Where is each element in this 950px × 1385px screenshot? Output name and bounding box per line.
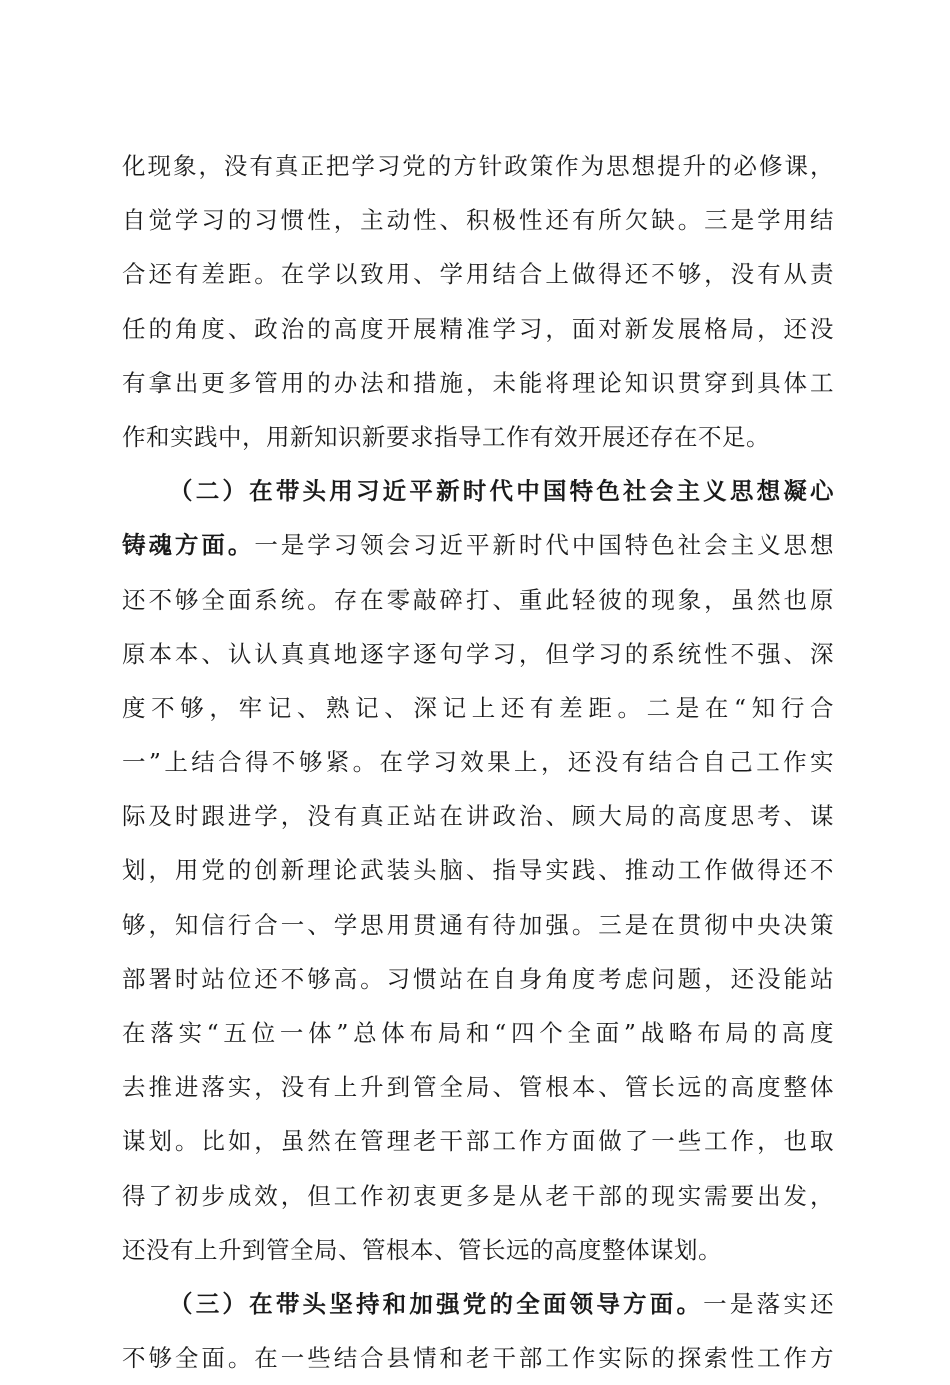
text-line [122,193,834,247]
text-run: 在落实“五位一体”总体布局和“四个全面”战略布局的高度 [122,1019,834,1047]
text-line [122,1114,834,1168]
text-run: 作和实践中，用新知识新要求指导工作有效开展还存在不足。 [122,422,770,451]
text-run: 度不够，牢记、熟记、深记上还有差距。二是在“知行合 [122,693,834,722]
text-run: 一是学习领会习近平新时代中国特色社会主义思想 [254,531,835,560]
text-run: 自觉学习的习惯性，主动性、积极性还有所欠缺。三是学用结 [122,206,834,235]
text-line [122,1331,834,1385]
text-line [122,952,834,1006]
text-run: 一”上结合得不够紧。在学习效果上，还没有结合自己工作实 [122,748,834,777]
text-run: 合还有差距。在学以致用、学用结合上做得还不够，没有从责 [122,260,834,289]
section-heading-line [122,1277,834,1331]
text-line [122,898,834,952]
text-run: 部署时站位还不够高。习惯站在自身角度考虑问题，还没能站 [122,964,834,993]
text-run: 化现象，没有真正把学习党的方针政策作为思想提升的必修课， [122,152,834,180]
text-line [122,356,834,410]
text-run: 够，知信行合一、学思用贯通有待加强。三是在贯彻中央决策 [122,910,834,939]
text-line [122,247,834,301]
text-run: 划，用党的创新理论武装头脑、指导实践、推动工作做得还不 [122,856,834,885]
text-run: 任的角度、政治的高度开展精准学习，面对新发展格局，还没 [122,314,834,343]
text-line [122,518,834,572]
text-line [122,410,834,464]
text-line [122,1223,834,1277]
text-line [122,627,834,681]
text-line [122,573,834,627]
text-line [122,681,834,735]
text-line [122,1169,834,1223]
section-heading-text: 铸魂方面。 [122,531,255,560]
document-body [122,139,834,1385]
text-run: 还不够全面系统。存在零敲碎打、重此轻彼的现象，虽然也原 [122,585,834,614]
text-run: 有拿出更多管用的办法和措施，未能将理论知识贯穿到具体工 [122,368,834,397]
section-heading-text: （二）在带头用习近平新时代中国特色社会主义思想凝心 [169,477,834,506]
text-run: 得了初步成效，但工作初衷更多是从老干部的现实需要出发， [122,1181,834,1210]
text-run: 一是落实还 [703,1289,835,1318]
text-line [122,1006,834,1060]
text-line [122,302,834,356]
text-line [122,139,834,193]
text-line [122,1060,834,1114]
text-run: 际及时跟进学，没有真正站在讲政治、顾大局的高度思考、谋 [122,802,834,831]
text-line [122,735,834,789]
text-line [122,789,834,843]
section-heading-line [122,464,834,518]
text-run: 去推进落实，没有上升到管全局、管根本、管长远的高度整体 [122,1073,834,1102]
text-run: 不够全面。在一些结合县情和老干部工作实际的探索性工作方 [122,1344,834,1373]
text-run: 原本本、认认真真地逐字逐句学习，但学习的系统性不强、深 [122,639,834,668]
text-run: 谋划。比如，虽然在管理老干部工作方面做了一些工作，也取 [122,1127,834,1156]
text-line [122,843,834,897]
text-run: 还没有上升到管全局、管根本、管长远的高度整体谋划。 [122,1235,722,1264]
section-heading-text: （三）在带头坚持和加强党的全面领导方面。 [169,1289,704,1318]
